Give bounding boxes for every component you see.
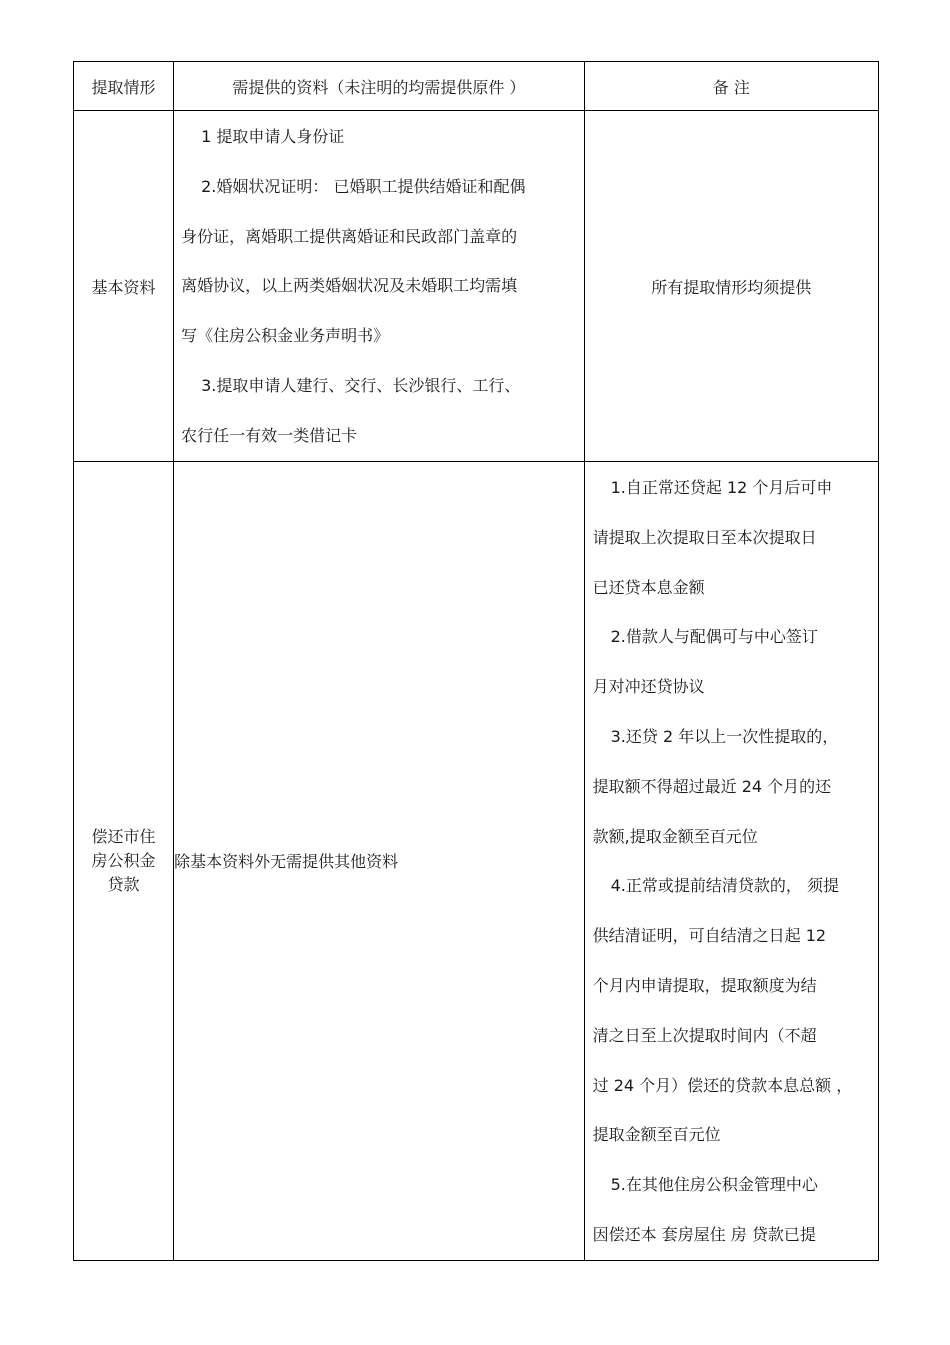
- table-row: [74, 111, 879, 462]
- row-label-loan-repayment: [74, 462, 174, 1261]
- remarks-line: 供结清证明，可自结清之日起 12: [592, 926, 827, 946]
- header-materials: 需提供的资料（未注明的均需提供原件 ）: [174, 62, 585, 111]
- label-line: 偿还市住: [91, 826, 156, 846]
- remarks-line: 个月内申请提取，提取额度为结: [592, 975, 817, 995]
- remarks-line: 款额,提取金额至百元位: [592, 826, 758, 846]
- remarks-cell: 所有提取情形均须提供: [584, 111, 878, 462]
- remarks-cell: [584, 462, 878, 1261]
- remarks-line: 4.正常或提前结清贷款的， 须提: [610, 876, 839, 896]
- table-header-row: [74, 62, 879, 111]
- remarks-line: 2.借款人与配偶可与中心签订: [610, 627, 818, 647]
- remarks-line: 已还贷本息金额: [592, 577, 705, 597]
- remarks-line: 5.在其他住房公积金管理中心: [610, 1175, 818, 1195]
- remarks-line: 过 24 个月）偿还的贷款本息总额 ，: [592, 1075, 853, 1095]
- remarks-line: 1.自正常还贷起 12 个月后可申: [610, 478, 833, 497]
- withdrawal-materials-table: [73, 61, 879, 1261]
- header-remarks: 备 注: [584, 62, 878, 111]
- materials-line: 1 提取申请人身份证: [201, 127, 345, 146]
- materials-line: 3.提取申请人建行、交行、长沙银行、工行、: [201, 375, 521, 395]
- materials-line: 身份证，离婚职工提供离婚证和民政部门盖章的: [181, 226, 518, 246]
- materials-line: 2.婚姻状况证明： 已婚职工提供结婚证和配偶: [201, 176, 526, 196]
- remarks-line: 提取额不得超过最近 24 个月的还: [592, 776, 832, 796]
- materials-line: 写《住房公积金业务声明书》: [181, 326, 390, 346]
- remarks-line: 请提取上次提取日至本次提取日: [592, 527, 817, 547]
- materials-cell: [174, 111, 585, 462]
- remarks-line: 提取金额至百元位: [592, 1125, 721, 1145]
- row-label-basic: 基本资料: [74, 111, 174, 462]
- label-line: 房公积金: [91, 850, 156, 870]
- remarks-line: 月对冲还贷协议: [592, 677, 705, 697]
- label-line: 贷款: [107, 874, 140, 894]
- materials-cell: 除基本资料外无需提供其他资料: [174, 462, 585, 1261]
- header-situation: 提取情形: [74, 62, 174, 111]
- materials-line: 离婚协议，以上两类婚姻状况及未婚职工均需填: [181, 276, 518, 296]
- remarks-line: 因偿还本 套房屋住 房 贷款已提: [592, 1224, 816, 1244]
- materials-line: 农行任一有效一类借记卡: [181, 425, 358, 445]
- remarks-line: 清之日至上次提取时间内（不超: [592, 1025, 817, 1045]
- table-row: [74, 462, 879, 1261]
- remarks-line: 3.还贷 2 年以上一次性提取的，: [610, 726, 839, 746]
